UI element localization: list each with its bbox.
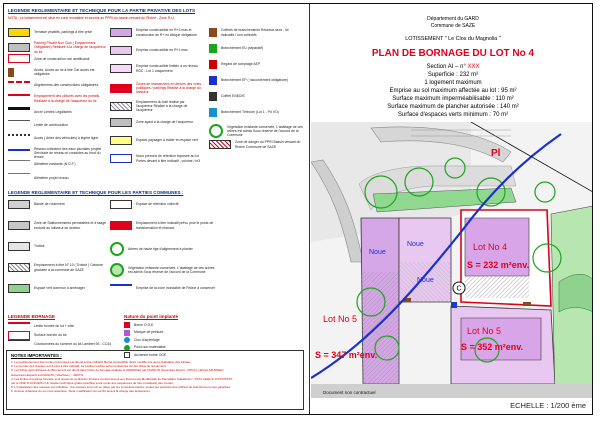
plan-title: PLAN DE BORNAGE DU LOT No 4 bbox=[371, 48, 535, 59]
legend-label: Emprise constructible en R+1 max et construction de R+ en Attique obligatoire bbox=[136, 28, 197, 37]
legend-item bbox=[110, 263, 218, 277]
legend-label: Altimétrie projet niveau bbox=[34, 175, 69, 180]
legend-label: Regard de comptage AEP bbox=[221, 62, 261, 67]
legend-label: Altimétrie existante (N.G.F.) bbox=[34, 162, 76, 167]
legend-symbol bbox=[110, 200, 132, 209]
legend-label: Coordonnées du sommet du lot Lambert 93 - CC44 bbox=[34, 342, 112, 347]
legend-item bbox=[8, 160, 108, 169]
legend-label: Ancre Limites Légalisées bbox=[34, 109, 72, 114]
legend-symbol bbox=[8, 43, 30, 52]
legend-symbol bbox=[8, 221, 30, 230]
legend-symbol bbox=[8, 263, 30, 272]
legend-label: Zone de construction non aedificandi bbox=[34, 56, 90, 61]
legend-symbol bbox=[8, 284, 30, 293]
legend-symbol bbox=[110, 64, 132, 73]
noue-label-3: Noue bbox=[417, 277, 434, 284]
legend-item bbox=[124, 337, 194, 343]
lot-4-hatch bbox=[465, 276, 529, 298]
legend-item bbox=[8, 242, 108, 251]
legend-symbol bbox=[110, 284, 132, 293]
legend-item bbox=[110, 154, 202, 163]
legend-symbol bbox=[8, 149, 30, 158]
noue-label-2: Noue bbox=[407, 241, 424, 248]
map-svg bbox=[311, 122, 593, 398]
legend-item bbox=[8, 41, 108, 54]
legend-item bbox=[110, 221, 226, 230]
note-line: 5. L'implantation des réseaux est indicative : les réseaux sont mis en place par les concessionnaires, seules les positions des coffrets de branchement sont garanties. bbox=[11, 385, 231, 390]
lot5-area: S = 352 m²env. bbox=[461, 342, 524, 352]
section-line bbox=[312, 64, 593, 70]
legend-label: Branchement EU (séparatif) bbox=[221, 46, 264, 51]
legend-item bbox=[110, 242, 218, 256]
emprise-text: Emprise au sol maximum affectée au lot : 95 m² bbox=[389, 88, 517, 94]
legend-item bbox=[110, 100, 202, 113]
legend-label: Zone de Stationnements perméables et d'usage exclusif au lotisseur du secteur bbox=[34, 221, 107, 230]
legend-label: Végétation existante conservée, L'abattage de ces arbres est admis Sous réserve de l'accord de la Commune bbox=[128, 265, 215, 274]
private-legend-note: NOTA : Le lotissement est situé en zone inondable et soumis au PPRI du bassin versant du Rhône - Zone R-U. bbox=[8, 16, 175, 20]
legend-item bbox=[209, 60, 297, 69]
legend-symbol bbox=[8, 120, 30, 129]
right-green-shrubs bbox=[559, 274, 593, 312]
legend-item bbox=[8, 28, 108, 37]
private-legend-title: LEGENDE REGLEMENTAIRE ET TECHNIQUE POUR LA PARTIE PRIVATIVE DES LOTS bbox=[8, 8, 196, 13]
legend-item bbox=[8, 284, 108, 293]
legend-item bbox=[8, 147, 108, 160]
legend-label: Coffrets de branchements Réseaux secs , lot indicatifs / non collectifs bbox=[221, 28, 289, 37]
legend-item bbox=[209, 108, 297, 117]
legend-item bbox=[110, 118, 202, 127]
noue-label-1: Noue bbox=[369, 249, 386, 256]
dept-text: Département du GARD bbox=[427, 16, 479, 22]
legend-item bbox=[110, 64, 202, 73]
legend-symbol bbox=[209, 108, 217, 117]
legend-item bbox=[8, 331, 114, 340]
legend-label: Coffret ENEDIS bbox=[221, 94, 245, 99]
legend-label: Surface bornée du lot bbox=[34, 333, 67, 338]
legend-label: Accès, Accès au lot à titre Car accès est obligatoire bbox=[34, 67, 95, 77]
espaces-verts-text: Surface d'espaces verts minimum : 70 m² bbox=[397, 112, 509, 118]
legend-symbol bbox=[209, 44, 217, 53]
legend-label: Espace vert commun à aménager bbox=[34, 286, 85, 291]
legend-label: Bande de roulement bbox=[34, 202, 65, 207]
plancher-text: Surface maximum de plancher autorisée : 140 m² bbox=[387, 104, 519, 110]
legend-item bbox=[110, 28, 202, 37]
logement-text: 1 logement maximum bbox=[424, 80, 482, 86]
legend-item bbox=[8, 263, 108, 272]
legend-symbol bbox=[110, 102, 132, 111]
note-line: 2. Le premier des réseaux est donné à titre indicatif. La position exacte sera mentionnée sur les plans de récolement. bbox=[11, 364, 167, 369]
legend-symbol bbox=[8, 94, 30, 103]
legend-symbol bbox=[8, 68, 30, 77]
note-line: Géomètres-Experts à AVIGNON ( Vaucluse ) - 30/27/4. bbox=[11, 372, 84, 377]
legend-symbol bbox=[124, 337, 130, 343]
lot-5-emprise bbox=[461, 318, 541, 360]
legend-label: Trottoir bbox=[34, 244, 45, 249]
legend-label: Emplacement à titre indicatif prévu pour le poste de transformation et réseaux bbox=[136, 221, 214, 230]
legend-label: Emplacement du bâti réalisé par l'acquéreur Réalisé à la charge de l'acquéreur bbox=[136, 100, 188, 113]
legend-label: Réseau collecteur des eaux pluviales projeté Servitude de réseau et conduites au fond du terrain bbox=[34, 146, 102, 160]
legend-symbol bbox=[110, 136, 132, 145]
legend-symbol bbox=[110, 84, 132, 93]
legend-item bbox=[110, 136, 202, 145]
legend-symbol bbox=[8, 340, 30, 349]
legend-symbol bbox=[8, 160, 30, 169]
legend-symbol bbox=[8, 28, 30, 37]
legend-item bbox=[8, 68, 108, 77]
legend-label: Espace de rétention collectif bbox=[136, 202, 179, 207]
plan-sheet bbox=[3, 3, 593, 415]
section-label: Section AI – n° bbox=[426, 64, 466, 70]
note-line: 1. Le positionnement des portes communes est donné à titre indicatif. Borné susceptible d'être modifié lors de la réalisation des travaux. bbox=[11, 360, 192, 364]
notes-box bbox=[6, 350, 304, 410]
legend-label: Emprise constructible limitée à un niveau RDC - Lot 1 uniquement bbox=[136, 64, 198, 73]
legend-symbol bbox=[8, 107, 30, 116]
legend-symbol bbox=[8, 200, 30, 209]
lot-left-area: S = 347 m²env. bbox=[315, 350, 378, 360]
legend-symbol bbox=[110, 221, 132, 230]
lot4-area: S = 232 m²env. bbox=[467, 260, 530, 270]
legend-symbol bbox=[8, 173, 30, 182]
legend-label: Végétation existante conservée, L'abattage de ces arbres est admis Sous réserve de l'accord de la Commune bbox=[227, 124, 303, 138]
legend-label: Emplacement des clôtures avec les portails Réalisée à la charge de l'acquéreur du lot bbox=[34, 94, 100, 103]
legend-symbol bbox=[110, 118, 132, 127]
legend-label: Marque de peinture bbox=[134, 330, 164, 335]
legend-symbol bbox=[8, 81, 30, 90]
legend-label: Zone ayant à la charge de l'acquéreur bbox=[136, 120, 194, 125]
legend-label: Branchement EP ( raccordement obligatoire) bbox=[221, 78, 289, 83]
legend-item bbox=[209, 76, 297, 85]
section-value: XXX bbox=[467, 64, 480, 70]
legend-item bbox=[8, 173, 108, 182]
nature-legend-title: Nature du point implanté bbox=[124, 314, 179, 319]
legend-label: Limite de cotrésolution bbox=[34, 122, 68, 127]
legend-panel bbox=[4, 4, 310, 414]
legend-item bbox=[8, 107, 108, 116]
legend-label: Branchement Télécom (Lot 1 - Pd VO) bbox=[221, 110, 279, 115]
legend-label: Point non matérialisé bbox=[134, 345, 166, 350]
legend-item bbox=[209, 124, 303, 138]
note-line: 4. Les limites d'emprise foncière sont issues de la division foncière conformément aux Documents Modificatifs du Parcellaire Cadastral n° XXXX validé le XX/XX/XXXX bbox=[11, 376, 233, 381]
legend-symbol bbox=[209, 140, 231, 149]
legend-label: Emprise de la zone inondable de Rhône à conserver bbox=[136, 286, 215, 291]
legend-item bbox=[110, 46, 202, 55]
doc-note: Document non contractuel bbox=[323, 390, 376, 395]
legend-symbol bbox=[110, 242, 124, 256]
legend-symbol bbox=[8, 322, 30, 331]
legend-item bbox=[8, 54, 108, 63]
legend-item bbox=[209, 92, 297, 101]
notes-list bbox=[7, 360, 303, 394]
legend-label: Parking Privatif Non Clos ( Emplacement Obligatoire) Réalisée à la charge de l'acquéreur du lot bbox=[34, 41, 106, 54]
branchement-marker bbox=[451, 302, 457, 308]
bornage-legend-title: LEGENDE BORNAGE bbox=[8, 314, 55, 319]
legend-item bbox=[110, 82, 202, 95]
common-legend-title: LEGENDE REGLEMENTAIRE ET TECHNIQUE POUR LES PARTIES COMMUNES : bbox=[8, 190, 184, 195]
legend-item bbox=[8, 81, 108, 90]
legend-label: Limite bornée du lot + côte bbox=[34, 324, 75, 329]
legend-label: Ancienne borne OGE bbox=[134, 352, 167, 357]
note-line: par le CDIF D'AVIGNON (Un dossier technique (plans étouffés) a été remis aux acquéreurs de lots constitués) des murets. bbox=[11, 381, 174, 386]
imperm-text: Surface maximum imperméabilisable : 110 m² bbox=[392, 96, 514, 102]
legend-item bbox=[8, 322, 114, 331]
legend-item bbox=[8, 120, 108, 129]
legend-label: Emprise constructible en R+1 max bbox=[136, 48, 188, 53]
legend-label: Emplacement à titre N° 10 ( Trottoir ) Ceinture gradulée à la commune de SAZE bbox=[34, 263, 104, 272]
legend-symbol bbox=[209, 92, 217, 101]
legend-symbol bbox=[8, 134, 30, 143]
legend-symbol bbox=[209, 124, 223, 138]
legend-item bbox=[8, 134, 108, 143]
legend-item bbox=[8, 200, 108, 209]
legend-symbol bbox=[8, 54, 30, 63]
legend-symbol bbox=[209, 60, 217, 69]
legend-item bbox=[110, 200, 226, 209]
legend-symbol bbox=[110, 154, 132, 163]
legend-symbol bbox=[209, 76, 217, 85]
legend-symbol bbox=[124, 330, 130, 336]
commune-text: Commune de SAZE bbox=[430, 23, 476, 29]
pl-label: Pl bbox=[491, 148, 501, 159]
lotissement-text: LOTISSEMENT " Le Clos du Magnolia " bbox=[405, 36, 501, 42]
superficie-text: Superficie : 232 m² bbox=[427, 72, 479, 78]
legend-label: Accès ( Arbre des véhicules) à légère ligne bbox=[34, 135, 99, 140]
legend-label: Alignements des constructions obligatoires bbox=[34, 83, 99, 88]
legend-label: Zones de manoeuvres en dehors des voies publiques / parkings Réalisé à la charge du lotisseur bbox=[136, 82, 202, 95]
legend-item bbox=[8, 94, 108, 103]
coffret-2 bbox=[523, 302, 531, 306]
legend-label: Arbres de haute tige d'alignement à planter bbox=[128, 246, 193, 251]
legend-item bbox=[124, 322, 194, 328]
legend-symbol bbox=[209, 28, 217, 37]
legend-symbol bbox=[8, 331, 30, 340]
point-c-label: C bbox=[456, 285, 462, 293]
legend-symbol bbox=[124, 322, 130, 328]
legend-label: Espace paysager à traiter en espace vert bbox=[136, 138, 198, 143]
legend-item bbox=[110, 284, 226, 293]
legend-label: Clou d'arpentage bbox=[134, 337, 160, 342]
legend-item bbox=[209, 28, 297, 37]
legend-symbol bbox=[110, 46, 132, 55]
legend-symbol bbox=[110, 263, 124, 277]
note-line: 3. Le Fichier géométriques du Bornement est décrit dans Fiche de bornage réalisée le 30/09/2022 par M.MOLIN (Géomètre-Expert - DPLG), cabinet AZURGEO bbox=[11, 368, 224, 373]
legend-item bbox=[209, 44, 297, 53]
scale-label: ECHELLE : 1/200 ème bbox=[510, 401, 586, 410]
note-line: 6. Aucune réhausse du sol n'est autorisée. Toute modification du sol fini sera à la charge des acquéreurs. bbox=[11, 389, 151, 394]
legend-label: Terrasse privatifs, parkings à titre privé bbox=[34, 30, 93, 35]
legend-label: Zone de danger du PPRI Bassin versant du Rhône Commune de SAZE bbox=[235, 140, 301, 149]
lot-left-label: Lot No 5 bbox=[323, 314, 358, 324]
legend-label: Nous prenons de rétention imposée au lot Portes devant à titre indicatif , volume / m3 bbox=[136, 154, 201, 163]
legend-item bbox=[8, 221, 108, 230]
legend-label: Borne O.G.E. bbox=[134, 322, 155, 327]
legend-item bbox=[124, 330, 194, 336]
legend-symbol bbox=[8, 242, 30, 251]
legend-symbol bbox=[110, 28, 132, 37]
lot5-label: Lot No 5 bbox=[467, 326, 502, 336]
cadastral-map bbox=[311, 122, 593, 398]
legend-item bbox=[8, 340, 114, 349]
notes-title: NOTES IMPORTANTES : bbox=[11, 353, 62, 358]
legend-item bbox=[209, 140, 310, 149]
lot4-label: Lot No 4 bbox=[473, 242, 508, 252]
